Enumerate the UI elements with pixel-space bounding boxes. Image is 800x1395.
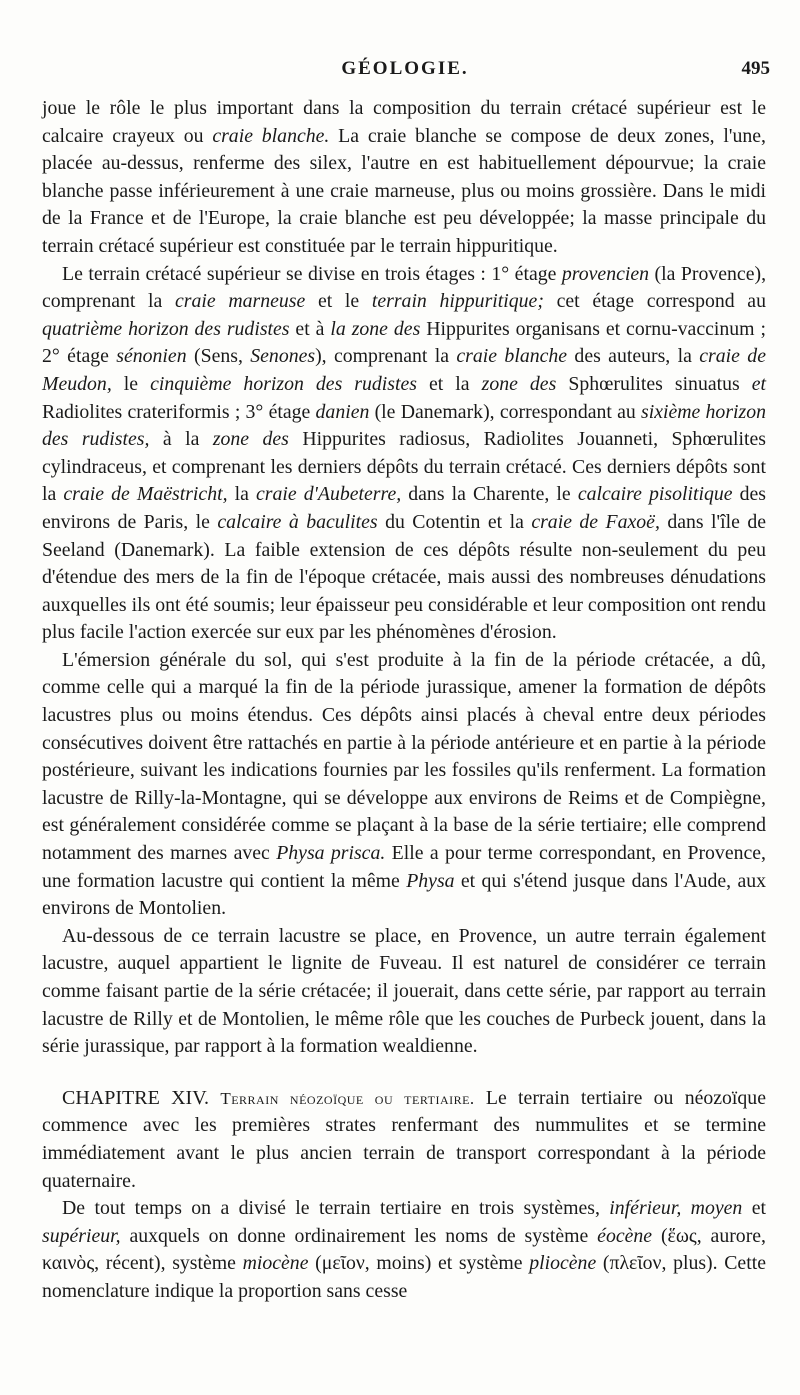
text-run: (Sens,: [186, 345, 251, 368]
italic-term: sixième horizon des rudistes,: [42, 400, 766, 451]
text-run: Hippurites organisans et cornu-vaccinum ; 2° étage: [42, 317, 766, 368]
paragraph-2: [42, 261, 766, 647]
text-run: des environs de Paris, le: [42, 483, 766, 533]
italic-term: quatrième horizon des rudistes: [42, 317, 290, 340]
text-run: dans la Charente, le: [401, 483, 578, 506]
text-run: Le terrain tertiaire ou néozoïque commence avec les premières strates renfermant des nummulites et se termine immédiatement avant le plus ancien terrain de transport correspondant à la période quaternaire.: [42, 1086, 766, 1192]
text-run: (πλεῖον, plus). Cette nomenclature indique la proportion sans cesse: [42, 1252, 766, 1302]
text-run: (le Danemark), correspondant au: [369, 400, 641, 423]
italic-term: Physa prisca.: [276, 842, 386, 865]
text-run: et à: [289, 317, 331, 340]
paragraph-1: [42, 95, 766, 261]
text-run: et le: [305, 290, 372, 313]
text-run: le: [111, 372, 151, 395]
italic-term: craie d'Aubeterre,: [256, 483, 402, 506]
italic-term: éocène: [597, 1224, 653, 1247]
text-run: Hippurites radiosus, Radiolites Jouanneti, Sphœrulites cylindraceus, et comprenant les derniers dépôts du terrain crétacé. Ces derniers dépôts sont la: [42, 428, 766, 506]
running-head: [40, 58, 770, 88]
italic-term: craie de Maëstricht,: [63, 483, 228, 506]
text-run: dans l'île de Seeland (Danemark). La faible extension de ces dépôts résulte non-seulement du peu d'étendue des mers de la fin de l'époque crétacée, mais aussi des nombreuses dénudations auxquelles ils ont été soumis; leur épaisseur peu considérable et leur composition ont rendu plus facile l'action exercée sur eux par les phénomènes d'érosion.: [42, 510, 766, 644]
paragraph-6: [42, 1195, 766, 1305]
italic-term: terrain hippuritique;: [371, 290, 544, 313]
italic-term: zone des: [212, 428, 289, 451]
text-run: (μεῖον, moins) et système: [308, 1252, 530, 1275]
text-run: du Cotentin et la: [377, 510, 532, 533]
text-run: De tout temps on a divisé le terrain tertiaire en trois systèmes,: [62, 1197, 610, 1220]
text-run: (ἕως, aurore, καινὸς, récent), système: [42, 1224, 767, 1275]
text-run: Elle a pour terme correspondant, en Provence, une formation lacustre qui contient la même: [42, 842, 766, 892]
italic-term: Physa: [406, 869, 455, 892]
italic-term: craie de Faxoë,: [531, 510, 660, 533]
text-run: la: [227, 483, 256, 506]
running-title: GÉOLOGIE.: [341, 58, 469, 79]
text-run: cet étage correspond au: [543, 290, 766, 313]
text-run: joue le rôle le plus important dans la composition du terrain crétacé supérieur est le calcaire crayeux ou: [42, 97, 766, 147]
text-run: auxquels on donne ordinairement les noms de système: [120, 1224, 598, 1247]
italic-term: pliocène: [529, 1252, 597, 1275]
text-run: Radiolites crateriformis ; 3° étage: [42, 400, 316, 423]
italic-term: provencien: [561, 262, 650, 285]
text-run: des auteurs, la: [567, 345, 700, 368]
text-run: La craie blanche se compose de deux zones, l'une, placée au-dessus, renferme des silex, l'autre en est habituellement dépourvue; la craie blanche passe inférieurement à une craie marneuse, plus ou moins grossière. Dans le midi de la France et de l'Europe, la craie blanche est peu développée; la masse principale du terrain crétacé supérieur est constituée par le terrain hippuritique.: [42, 124, 766, 257]
italic-term: calcaire pisolitique: [577, 483, 733, 506]
italic-term: craie blanche.: [212, 124, 330, 147]
chapter-title: Terrain néozoïque ou tertiaire.: [220, 1088, 475, 1108]
paragraph-5: [42, 1085, 766, 1195]
italic-term: inférieur, moyen: [609, 1197, 743, 1220]
italic-term: la zone des: [330, 317, 421, 340]
text-run: L'émersion générale du sol, qui s'est produite à la fin de la période crétacée, a dû, comme celle qui a marqué la fin de la période jurassique, amener la formation de dépôts lacustres plus ou moins étendus. Ces dépôts ainsi placés à cheval entre deux périodes consécutives doivent être rattachés en partie à la période antérieure et en partie à la période postérieure, suivant les indications fournies par les fossiles qu'ils renferment. La formation lacustre de Rilly-la-Montagne, qui se développe aux environs de Reims et de Compiègne, est généralement considérée comme se plaçant à la base de la série tertiaire; elle comprend notamment des marnes avec: [42, 648, 766, 865]
italic-term: craie marneuse: [175, 290, 306, 313]
text-run: et qui s'étend jusque dans l'Aude, aux environs de Montolien.: [42, 869, 767, 920]
paragraph-4: [42, 923, 766, 1061]
text-run: [209, 1087, 220, 1109]
italic-term: craie de Meudon,: [42, 345, 766, 395]
text-run: Le terrain crétacé supérieur se divise en trois étages : 1° étage: [62, 262, 562, 285]
italic-term: cinquième horizon des rudistes: [150, 372, 417, 395]
text-run: Au-dessous de ce terrain lacustre se place, en Provence, un autre terrain également lacustre, auquel appartient le lignite de Fuveau. Il est naturel de considérer ce terrain comme faisant partie de la série crétacée; il jouerait, dans cette série, par rapport au terrain lacustre de Rilly et de Montolien, le même rôle que les couches de Purbeck jouent, dans la série jurassique, par rapport à la formation wealdienne.: [42, 924, 766, 1058]
body-text: [42, 95, 766, 1306]
italic-term: et: [751, 372, 767, 395]
text-run: Sphœrulites sinuatus: [556, 372, 752, 395]
chapter-number: CHAPITRE XIV.: [62, 1086, 210, 1109]
paragraph-3: [42, 647, 766, 923]
page-number: 495: [741, 58, 770, 79]
text-run: (la Provence), comprenant la: [42, 262, 767, 313]
italic-term: zone des: [481, 372, 557, 395]
italic-term: Senones: [250, 345, 316, 368]
italic-term: calcaire à baculites: [217, 510, 378, 533]
text-run: et la: [416, 372, 482, 395]
text-run: ), comprenant la: [315, 345, 457, 368]
italic-term: craie blanche: [456, 345, 568, 368]
italic-term: sénonien: [116, 345, 187, 368]
italic-term: supérieur,: [42, 1224, 121, 1247]
text-run: à la: [149, 428, 213, 451]
text-run: et: [742, 1197, 766, 1220]
italic-term: miocène: [242, 1252, 309, 1275]
italic-term: danien: [315, 400, 370, 423]
